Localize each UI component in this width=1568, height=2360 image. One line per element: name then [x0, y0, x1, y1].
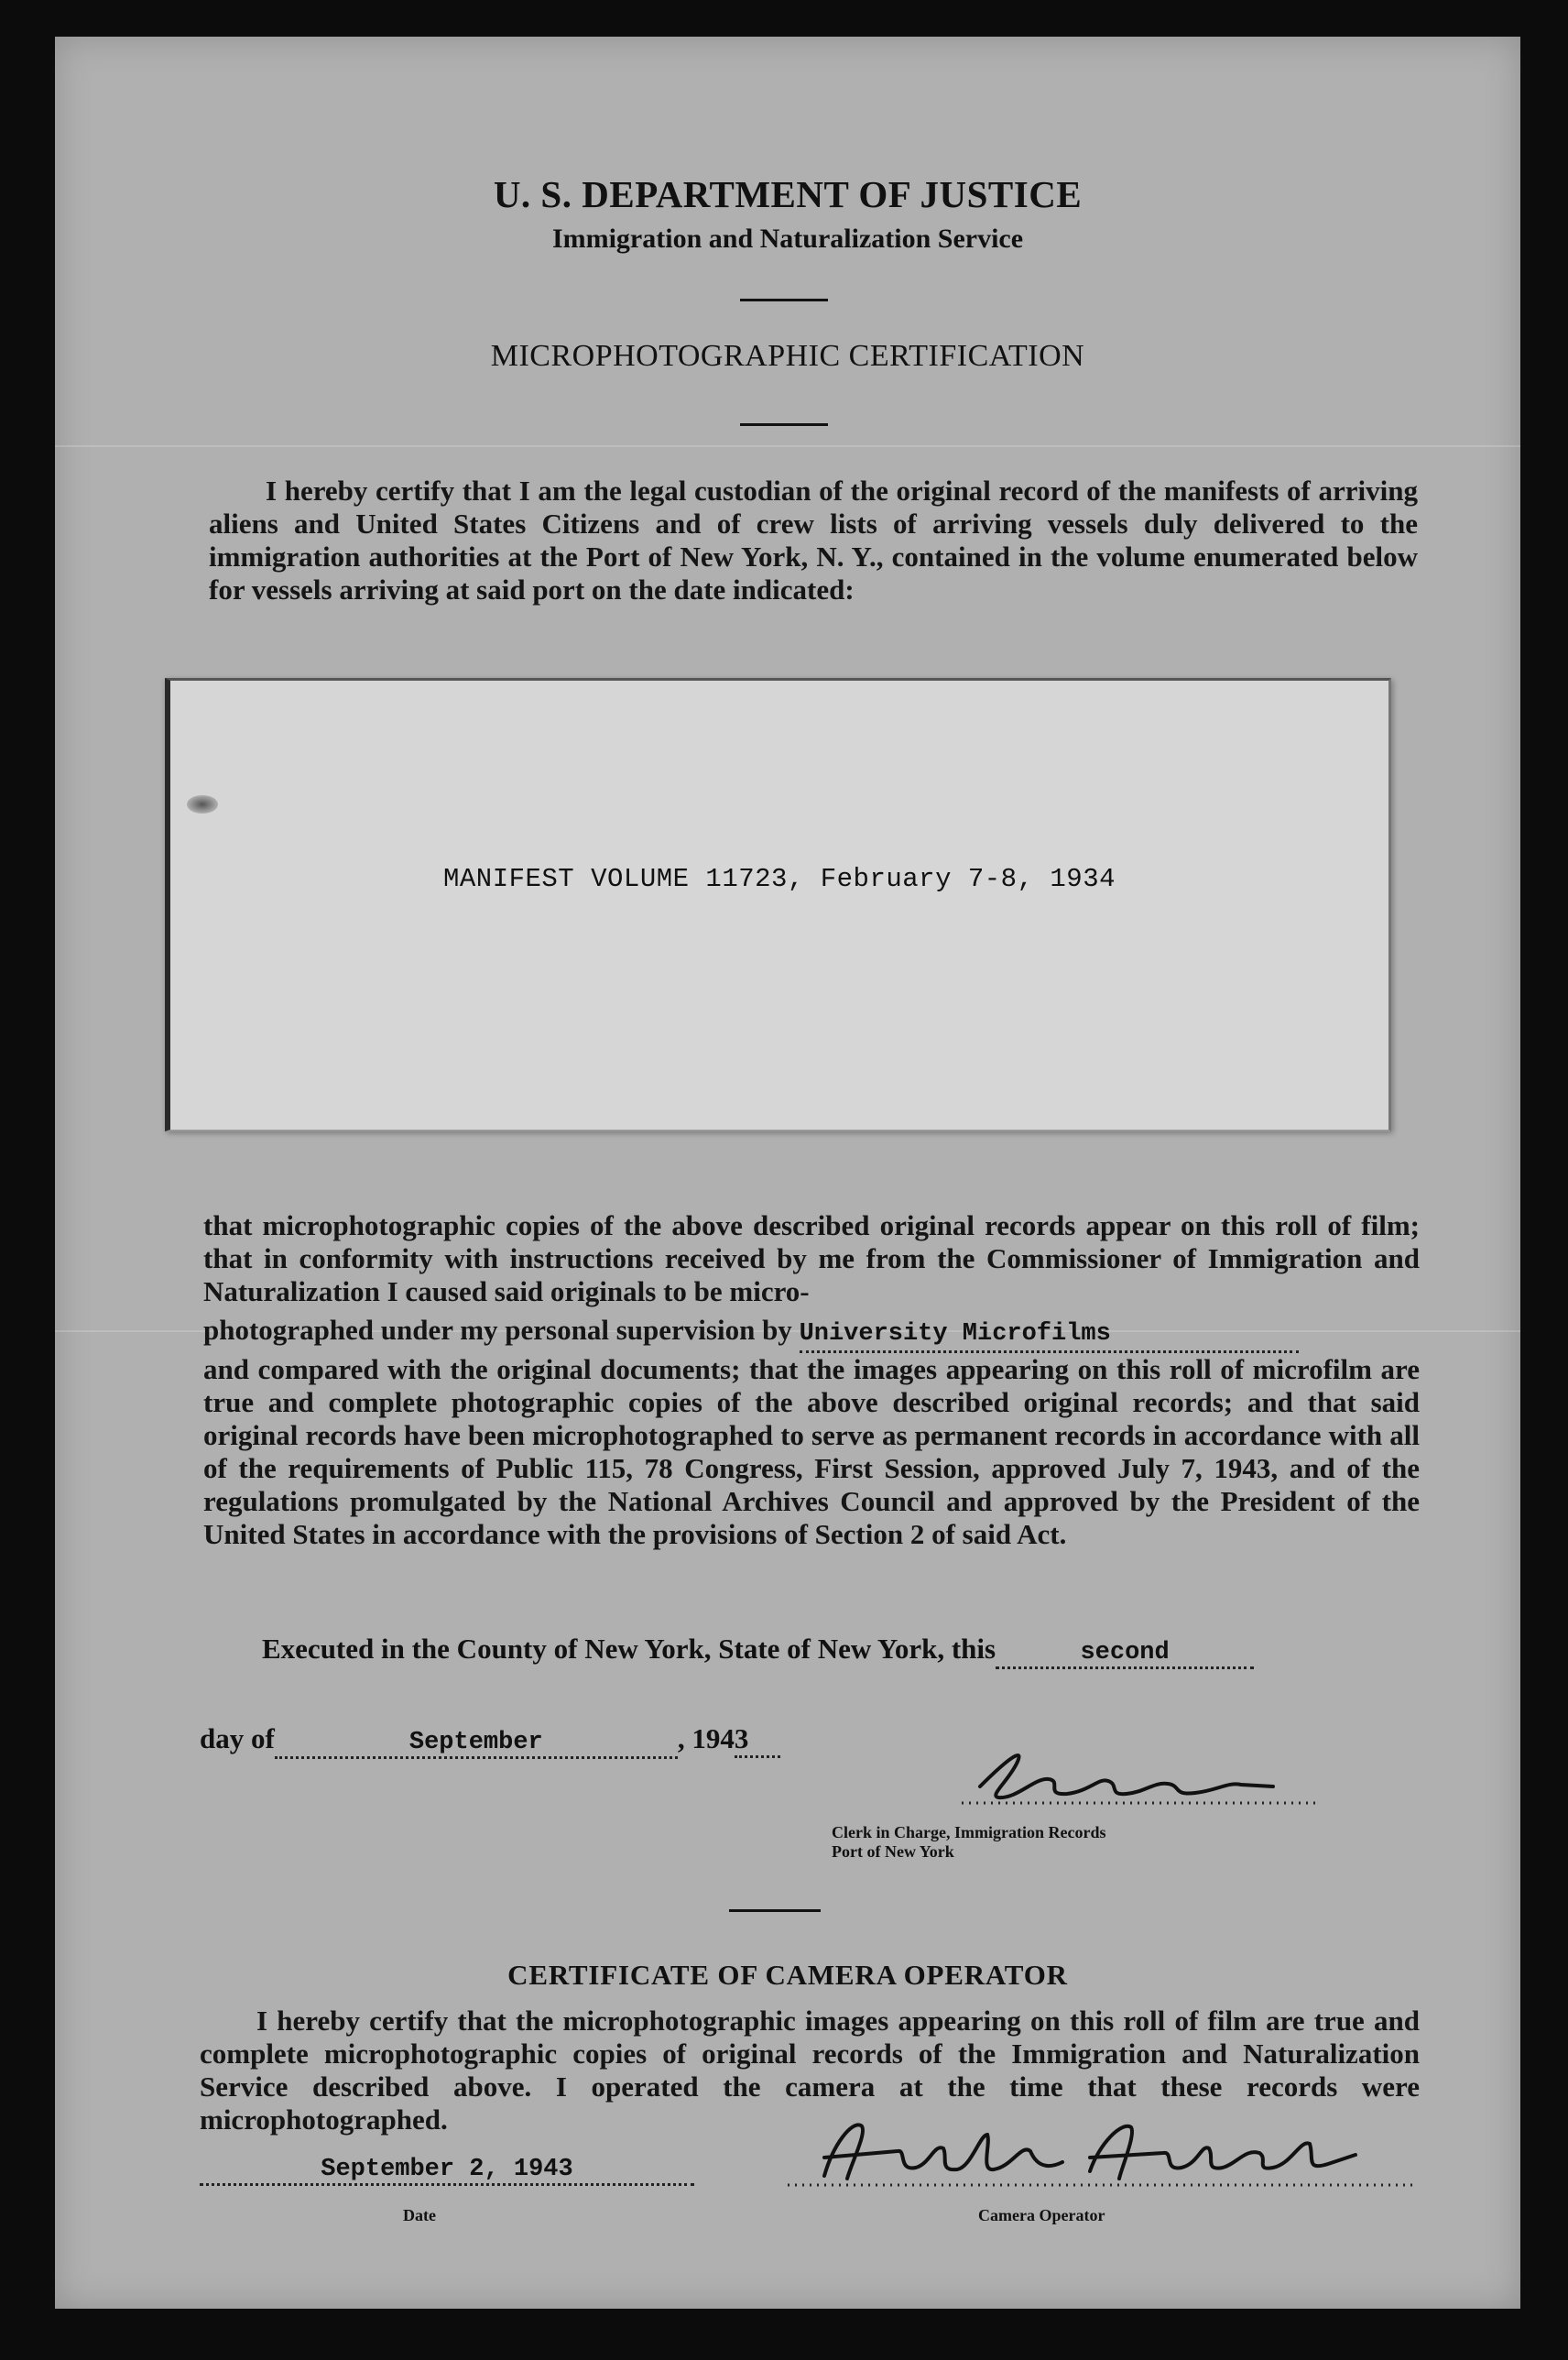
- operator-date: September 2, 1943: [321, 2156, 573, 2183]
- year-field: [735, 1722, 780, 1758]
- clerk-title-line1: Clerk in Charge, Immigration Records: [832, 1823, 1106, 1841]
- executed-line: [262, 1633, 1420, 1669]
- executed-day: second: [1080, 1639, 1170, 1666]
- divider: [740, 299, 828, 301]
- clerk-title-line2: Port of New York: [832, 1842, 954, 1861]
- supervision-line: [203, 1314, 1420, 1353]
- microfilm-company: University Microfilms: [799, 1320, 1111, 1348]
- manifest-label-card: [165, 678, 1391, 1131]
- month-field: [275, 1722, 678, 1759]
- service-subheading: Immigration and Naturalization Service: [551, 224, 1024, 254]
- ink-smudge: [187, 795, 218, 814]
- clerk-title: [832, 1823, 1105, 1862]
- divider: [740, 423, 828, 426]
- camera-certificate-title: CERTIFICATE OF CAMERA OPERATOR: [507, 1959, 1068, 1991]
- clerk-signature: [879, 1741, 1337, 1814]
- body-paragraph: [203, 1209, 1420, 1551]
- date-label: Date: [403, 2206, 436, 2224]
- supervision-prefix: photographed under my personal supervision by: [203, 1314, 792, 1346]
- manifest-label: MANIFEST VOLUME 11723, February 7-8, 1934: [442, 864, 1116, 894]
- intro-text: I hereby certify that I am the legal custodian of the original record of the manifests of arriving aliens and United States Citizens and of crew lists of arriving vessels duly delivered to the immigration authorities at the Port of New York, N. Y., contained in the volume enumerated below for vessels arriving at said port on the date indicated:: [209, 475, 1418, 606]
- intro-paragraph: [209, 475, 1418, 606]
- fold-line: [55, 445, 1520, 447]
- year-prefix: , 194: [677, 1722, 735, 1754]
- camera-operator-label: Camera Operator: [978, 2206, 1105, 2224]
- year-digit: 3: [734, 1722, 749, 1754]
- day-field: [996, 1633, 1254, 1669]
- camera-operator-signature: [760, 2107, 1420, 2199]
- certificate-sheet: [55, 37, 1520, 2309]
- body-text-part1: that microphotographic copies of the above described original records appear on this roll of film; that in conformity with instructions received by me from the Commissioner of Immigration and Naturalization I caused said originals to be micro-: [203, 1209, 1420, 1307]
- certification-title: MICROPHOTOGRAPHIC CERTIFICATION: [490, 339, 1085, 373]
- day-of-label: day of: [200, 1722, 275, 1754]
- executed-prefix: Executed in the County of New York, State of New York, this: [262, 1633, 996, 1665]
- microfilm-company-field: [800, 1314, 1299, 1353]
- body-text-part2: and compared with the original documents; that the images appearing on this roll of microfilm are true and complete photographic copies of the above described original records; and that said original records have been microphotographed to serve as permanent records in accordance with all of the requirements of Public 115, 78 Congress, First Session, approved July 7, 1943, and of the regulations promulgated by the National Archives Council and approved by the President of the United States in accordance with the provisions of Section 2 of said Act.: [203, 1353, 1420, 1550]
- divider: [729, 1909, 821, 1912]
- date-field: [200, 2149, 694, 2186]
- date-line: [200, 2149, 694, 2186]
- department-heading: U. S. DEPARTMENT OF JUSTICE: [493, 173, 1083, 215]
- executed-month: September: [408, 1729, 543, 1756]
- camera-certificate-text: I hereby certify that the microphotographic images appearing on this roll of film are true and complete microphotographic copies of original records of the Immigration and Naturalization Service described above. I operated the camera at the time that these records were microphotographed.: [200, 2005, 1420, 2136]
